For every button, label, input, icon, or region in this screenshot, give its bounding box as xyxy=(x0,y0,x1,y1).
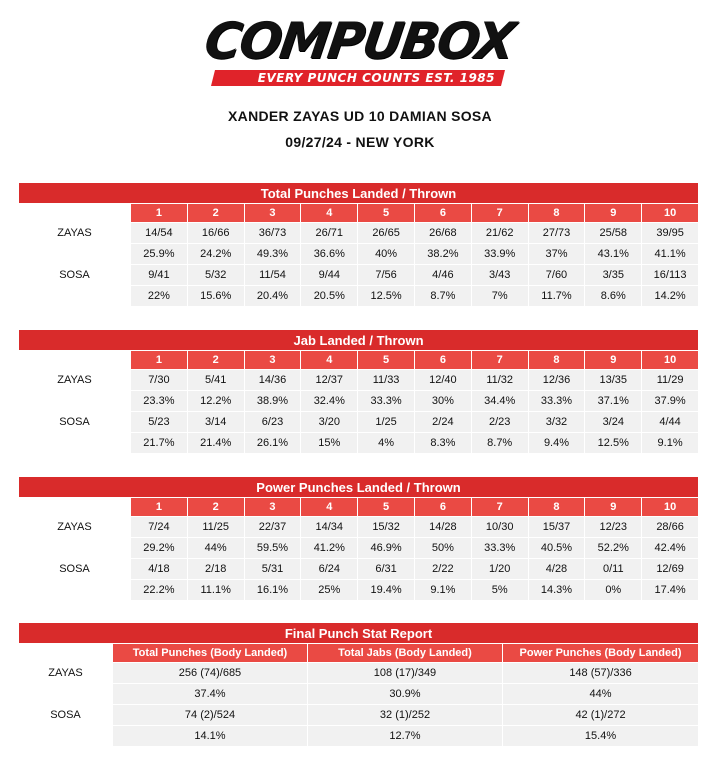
landed-thrown-cell: 4/18 xyxy=(131,559,188,580)
landed-thrown-cell: 7/24 xyxy=(131,517,188,538)
landed-thrown-cell: 4/44 xyxy=(642,412,699,433)
percentage-cell: 43.1% xyxy=(585,244,642,265)
landed-thrown-cell: 14/34 xyxy=(301,517,358,538)
round-header: 3 xyxy=(244,498,301,517)
percentage-cell: 32.4% xyxy=(301,391,358,412)
body-landed-cell: 74 (2)/524 xyxy=(113,705,308,726)
round-header: 6 xyxy=(414,351,471,370)
percentage-cell: 8.7% xyxy=(471,433,528,454)
percentage-cell: 37.1% xyxy=(585,391,642,412)
percentage-cell: 12.2% xyxy=(187,391,244,412)
percentage-cell: 49.3% xyxy=(244,244,301,265)
percentage-cell: 11.1% xyxy=(187,580,244,601)
percentage-cell: 38.2% xyxy=(414,244,471,265)
landed-thrown-cell: 4/46 xyxy=(414,265,471,286)
landed-thrown-cell: 1/25 xyxy=(358,412,415,433)
logo-tagline: EVERY PUNCH COUNTS EST. 1985 xyxy=(257,71,495,85)
round-header: 2 xyxy=(187,204,244,223)
percentage-cell: 9.1% xyxy=(414,580,471,601)
percentage-cell: 46.9% xyxy=(358,538,415,559)
percentage-cell: 16.1% xyxy=(244,580,301,601)
landed-thrown-cell: 5/23 xyxy=(131,412,188,433)
landed-thrown-cell: 7/56 xyxy=(358,265,415,286)
round-header: 10 xyxy=(642,204,699,223)
percentage-cell: 15.4% xyxy=(503,726,699,747)
landed-thrown-cell: 16/66 xyxy=(187,223,244,244)
landed-thrown-cell: 6/23 xyxy=(244,412,301,433)
percentage-cell: 21.7% xyxy=(131,433,188,454)
landed-thrown-cell: 16/113 xyxy=(642,265,699,286)
round-header: 7 xyxy=(471,498,528,517)
corner-cell xyxy=(19,351,131,370)
percentage-cell: 33.3% xyxy=(471,538,528,559)
percentage-cell: 20.4% xyxy=(244,286,301,307)
landed-thrown-cell: 11/29 xyxy=(642,370,699,391)
landed-thrown-cell: 2/18 xyxy=(187,559,244,580)
landed-thrown-cell: 7/30 xyxy=(131,370,188,391)
percentage-cell: 0% xyxy=(585,580,642,601)
percentage-cell: 12.5% xyxy=(358,286,415,307)
landed-thrown-cell: 13/35 xyxy=(585,370,642,391)
landed-thrown-cell: 26/65 xyxy=(358,223,415,244)
landed-thrown-cell: 27/73 xyxy=(528,223,585,244)
fighter-name: ZAYAS xyxy=(19,370,131,412)
corner-cell xyxy=(19,644,113,663)
landed-thrown-cell: 39/95 xyxy=(642,223,699,244)
fight-title: XANDER ZAYAS UD 10 DAMIAN SOSA xyxy=(228,108,492,124)
round-header: 4 xyxy=(301,204,358,223)
percentage-cell: 9.1% xyxy=(642,433,699,454)
landed-thrown-cell: 14/54 xyxy=(131,223,188,244)
landed-thrown-cell: 4/28 xyxy=(528,559,585,580)
percentage-cell: 44% xyxy=(503,684,699,705)
power-punches-table xyxy=(18,476,699,601)
fighter-name: SOSA xyxy=(19,705,113,747)
landed-thrown-cell: 6/24 xyxy=(301,559,358,580)
round-header: 8 xyxy=(528,351,585,370)
landed-thrown-cell: 14/36 xyxy=(244,370,301,391)
landed-thrown-cell: 2/24 xyxy=(414,412,471,433)
percentage-cell: 41.2% xyxy=(301,538,358,559)
percentage-cell: 40% xyxy=(358,244,415,265)
percentage-cell: 37.9% xyxy=(642,391,699,412)
round-header: 8 xyxy=(528,204,585,223)
landed-thrown-cell: 9/44 xyxy=(301,265,358,286)
landed-thrown-cell: 12/23 xyxy=(585,517,642,538)
fighter-name: SOSA xyxy=(19,412,131,454)
percentage-cell: 37% xyxy=(528,244,585,265)
percentage-cell: 33.3% xyxy=(528,391,585,412)
percentage-cell: 40.5% xyxy=(528,538,585,559)
round-header: 5 xyxy=(358,498,415,517)
landed-thrown-cell: 3/43 xyxy=(471,265,528,286)
round-header: 4 xyxy=(301,498,358,517)
round-header: 3 xyxy=(244,204,301,223)
percentage-cell: 33.3% xyxy=(358,391,415,412)
landed-thrown-cell: 1/20 xyxy=(471,559,528,580)
percentage-cell: 21.4% xyxy=(187,433,244,454)
round-header: 7 xyxy=(471,204,528,223)
stat-column-header: Power Punches (Body Landed) xyxy=(503,644,699,663)
percentage-cell: 15.6% xyxy=(187,286,244,307)
landed-thrown-cell: 36/73 xyxy=(244,223,301,244)
round-header: 2 xyxy=(187,351,244,370)
landed-thrown-cell: 12/37 xyxy=(301,370,358,391)
landed-thrown-cell: 3/14 xyxy=(187,412,244,433)
percentage-cell: 30.9% xyxy=(308,684,503,705)
percentage-cell: 20.5% xyxy=(301,286,358,307)
landed-thrown-cell: 12/69 xyxy=(642,559,699,580)
percentage-cell: 36.6% xyxy=(301,244,358,265)
landed-thrown-cell: 11/25 xyxy=(187,517,244,538)
percentage-cell: 22.2% xyxy=(131,580,188,601)
round-header: 2 xyxy=(187,498,244,517)
body-landed-cell: 148 (57)/336 xyxy=(503,663,699,684)
percentage-cell: 25.9% xyxy=(131,244,188,265)
landed-thrown-cell: 26/68 xyxy=(414,223,471,244)
percentage-cell: 14.2% xyxy=(642,286,699,307)
landed-thrown-cell: 2/22 xyxy=(414,559,471,580)
percentage-cell: 14.1% xyxy=(113,726,308,747)
percentage-cell: 42.4% xyxy=(642,538,699,559)
round-header: 9 xyxy=(585,351,642,370)
landed-thrown-cell: 12/40 xyxy=(414,370,471,391)
landed-thrown-cell: 26/71 xyxy=(301,223,358,244)
landed-thrown-cell: 28/66 xyxy=(642,517,699,538)
percentage-cell: 17.4% xyxy=(642,580,699,601)
round-header: 5 xyxy=(358,204,415,223)
landed-thrown-cell: 25/58 xyxy=(585,223,642,244)
final-report-table xyxy=(18,622,699,747)
landed-thrown-cell: 5/41 xyxy=(187,370,244,391)
landed-thrown-cell: 3/20 xyxy=(301,412,358,433)
landed-thrown-cell: 7/60 xyxy=(528,265,585,286)
percentage-cell: 25% xyxy=(301,580,358,601)
landed-thrown-cell: 15/32 xyxy=(358,517,415,538)
section-title: Power Punches Landed / Thrown xyxy=(19,477,699,498)
fighter-name: SOSA xyxy=(19,559,131,601)
landed-thrown-cell: 3/32 xyxy=(528,412,585,433)
fighter-name: ZAYAS xyxy=(19,517,131,559)
landed-thrown-cell: 15/37 xyxy=(528,517,585,538)
percentage-cell: 59.5% xyxy=(244,538,301,559)
percentage-cell: 8.3% xyxy=(414,433,471,454)
jab-table xyxy=(18,329,699,454)
round-header: 1 xyxy=(131,498,188,517)
percentage-cell: 41.1% xyxy=(642,244,699,265)
percentage-cell: 29.2% xyxy=(131,538,188,559)
corner-cell xyxy=(19,498,131,517)
section-title: Jab Landed / Thrown xyxy=(19,330,699,351)
stat-column-header: Total Punches (Body Landed) xyxy=(113,644,308,663)
percentage-cell: 26.1% xyxy=(244,433,301,454)
percentage-cell: 24.2% xyxy=(187,244,244,265)
fighter-name: ZAYAS xyxy=(19,663,113,705)
percentage-cell: 9.4% xyxy=(528,433,585,454)
percentage-cell: 4% xyxy=(358,433,415,454)
landed-thrown-cell: 11/54 xyxy=(244,265,301,286)
landed-thrown-cell: 6/31 xyxy=(358,559,415,580)
logo-brand: COMPUBOX xyxy=(200,12,517,70)
round-header: 5 xyxy=(358,351,415,370)
percentage-cell: 8.7% xyxy=(414,286,471,307)
body-landed-cell: 108 (17)/349 xyxy=(308,663,503,684)
percentage-cell: 23.3% xyxy=(131,391,188,412)
fighter-name: SOSA xyxy=(19,265,131,307)
percentage-cell: 22% xyxy=(131,286,188,307)
percentage-cell: 34.4% xyxy=(471,391,528,412)
percentage-cell: 15% xyxy=(301,433,358,454)
fighter-name: ZAYAS xyxy=(19,223,131,265)
landed-thrown-cell: 22/37 xyxy=(244,517,301,538)
round-header: 1 xyxy=(131,204,188,223)
percentage-cell: 37.4% xyxy=(113,684,308,705)
landed-thrown-cell: 2/23 xyxy=(471,412,528,433)
landed-thrown-cell: 14/28 xyxy=(414,517,471,538)
percentage-cell: 11.7% xyxy=(528,286,585,307)
percentage-cell: 7% xyxy=(471,286,528,307)
section-title: Total Punches Landed / Thrown xyxy=(19,183,699,204)
round-header: 6 xyxy=(414,204,471,223)
landed-thrown-cell: 11/33 xyxy=(358,370,415,391)
compubox-logo xyxy=(200,12,517,85)
round-header: 3 xyxy=(244,351,301,370)
round-header: 9 xyxy=(585,204,642,223)
percentage-cell: 5% xyxy=(471,580,528,601)
percentage-cell: 44% xyxy=(187,538,244,559)
round-header: 10 xyxy=(642,351,699,370)
landed-thrown-cell: 9/41 xyxy=(131,265,188,286)
percentage-cell: 12.5% xyxy=(585,433,642,454)
round-header: 7 xyxy=(471,351,528,370)
total-punches-table xyxy=(18,182,699,307)
percentage-cell: 50% xyxy=(414,538,471,559)
round-header: 6 xyxy=(414,498,471,517)
round-header: 4 xyxy=(301,351,358,370)
body-landed-cell: 256 (74)/685 xyxy=(113,663,308,684)
percentage-cell: 19.4% xyxy=(358,580,415,601)
percentage-cell: 14.3% xyxy=(528,580,585,601)
body-landed-cell: 42 (1)/272 xyxy=(503,705,699,726)
corner-cell xyxy=(19,204,131,223)
round-header: 1 xyxy=(131,351,188,370)
landed-thrown-cell: 10/30 xyxy=(471,517,528,538)
percentage-cell: 52.2% xyxy=(585,538,642,559)
percentage-cell: 38.9% xyxy=(244,391,301,412)
percentage-cell: 8.6% xyxy=(585,286,642,307)
body-landed-cell: 32 (1)/252 xyxy=(308,705,503,726)
landed-thrown-cell: 11/32 xyxy=(471,370,528,391)
landed-thrown-cell: 21/62 xyxy=(471,223,528,244)
landed-thrown-cell: 5/31 xyxy=(244,559,301,580)
round-header: 8 xyxy=(528,498,585,517)
stat-column-header: Total Jabs (Body Landed) xyxy=(308,644,503,663)
landed-thrown-cell: 0/11 xyxy=(585,559,642,580)
percentage-cell: 30% xyxy=(414,391,471,412)
round-header: 9 xyxy=(585,498,642,517)
section-title: Final Punch Stat Report xyxy=(19,623,699,644)
round-header: 10 xyxy=(642,498,699,517)
landed-thrown-cell: 5/32 xyxy=(187,265,244,286)
landed-thrown-cell: 3/35 xyxy=(585,265,642,286)
percentage-cell: 33.9% xyxy=(471,244,528,265)
fight-date-location: 09/27/24 - NEW YORK xyxy=(285,134,435,150)
percentage-cell: 12.7% xyxy=(308,726,503,747)
landed-thrown-cell: 3/24 xyxy=(585,412,642,433)
landed-thrown-cell: 12/36 xyxy=(528,370,585,391)
